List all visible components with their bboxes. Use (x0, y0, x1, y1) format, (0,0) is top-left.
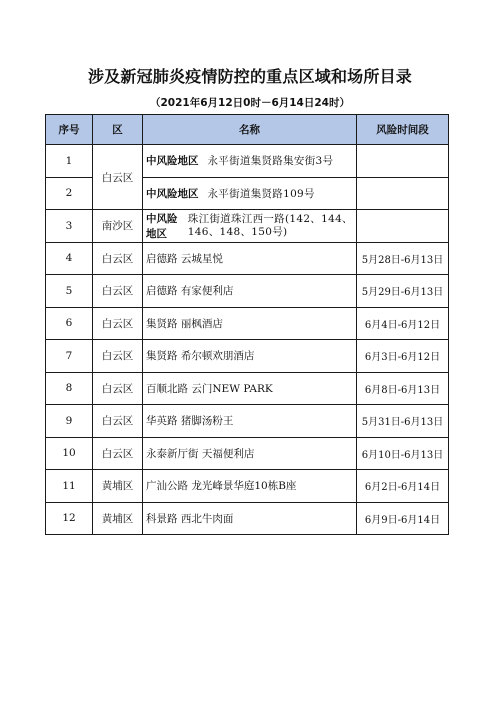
row-no: 8 (46, 372, 93, 405)
row-no: 9 (46, 405, 93, 438)
row-time: 5月31日-6月13日 (357, 405, 449, 438)
row-time: 6月3日-6月12日 (357, 340, 449, 373)
table-row (46, 145, 449, 178)
table-row (46, 405, 449, 438)
header-time: 风险时间段 (357, 115, 449, 145)
place-name: 科景路 西北牛肉面 (143, 502, 357, 535)
place-name: 启德路 有家便利店 (143, 275, 357, 308)
place-name: 珠江街道珠江西一路(142、144、146、148、150号) (187, 212, 353, 238)
place-name: 启德路 云城星悦 (143, 242, 357, 275)
table-row (46, 307, 449, 340)
row-name-cell (143, 145, 357, 178)
row-no: 4 (46, 242, 93, 275)
row-district: 黄埔区 (93, 502, 143, 535)
row-district: 白云区 (93, 145, 143, 210)
document-title: 涉及新冠肺炎疫情防控的重点区域和场所目录 (87, 67, 412, 86)
row-time (357, 177, 449, 210)
table-row (46, 372, 449, 405)
place-name: 华英路 猪脚汤粉王 (143, 405, 357, 438)
table-row (46, 437, 449, 470)
row-name-cell (143, 210, 357, 243)
row-time: 6月8日-6月13日 (357, 372, 449, 405)
place-name: 百顺北路 云门NEW PARK (143, 372, 357, 405)
row-time: 6月2日-6月14日 (357, 470, 449, 503)
row-no: 1 (46, 145, 93, 178)
row-no: 6 (46, 307, 93, 340)
row-district: 白云区 (93, 372, 143, 405)
row-no: 7 (46, 340, 93, 373)
place-name: 集贤路 丽枫酒店 (143, 307, 357, 340)
place-name: 永平街道集贤路集安街3号 (207, 155, 334, 168)
table-row (46, 210, 449, 243)
place-name: 永泰新厅街 天福便利店 (143, 437, 357, 470)
table-row (46, 242, 449, 275)
risk-level-label: 中风险地区 (146, 212, 178, 240)
table-header-row (46, 115, 449, 145)
row-time (357, 145, 449, 178)
row-district: 白云区 (93, 275, 143, 308)
document-subtitle: （2021年6月12日0时－6月14日24时） (150, 97, 350, 109)
risk-area-table (45, 114, 449, 535)
row-time: 6月9日-6月14日 (357, 502, 449, 535)
row-no: 3 (46, 210, 93, 243)
table-row (46, 502, 449, 535)
risk-level-label: 中风险地区 (146, 155, 199, 168)
row-district: 南沙区 (93, 210, 143, 243)
row-district: 白云区 (93, 437, 143, 470)
row-time: 6月10日-6月13日 (357, 437, 449, 470)
row-time: 5月28日-6月13日 (357, 242, 449, 275)
header-district: 区 (93, 115, 143, 145)
row-district: 白云区 (93, 307, 143, 340)
row-no: 11 (46, 470, 93, 503)
row-no: 12 (46, 502, 93, 535)
row-district: 黄埔区 (93, 470, 143, 503)
row-district: 白云区 (93, 405, 143, 438)
place-name: 集贤路 希尔顿欢朋酒店 (143, 340, 357, 373)
row-time: 5月29日-6月13日 (357, 275, 449, 308)
place-name: 永平街道集贤路109号 (207, 187, 315, 200)
header-name: 名称 (143, 115, 357, 145)
table-row (46, 470, 449, 503)
row-time: 6月4日-6月12日 (357, 307, 449, 340)
row-no: 5 (46, 275, 93, 308)
header-no: 序号 (46, 115, 93, 145)
row-district: 白云区 (93, 242, 143, 275)
row-name-cell (143, 177, 357, 210)
row-no: 2 (46, 177, 93, 210)
table-row (46, 275, 449, 308)
place-name: 广汕公路 龙光峰景华庭10栋B座 (143, 470, 357, 503)
row-no: 10 (46, 437, 93, 470)
row-time (357, 210, 449, 243)
table-row (46, 340, 449, 373)
risk-level-label: 中风险地区 (146, 187, 199, 200)
row-district: 白云区 (93, 340, 143, 373)
